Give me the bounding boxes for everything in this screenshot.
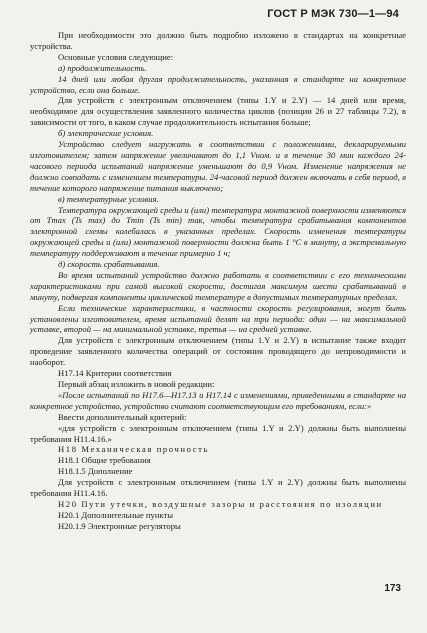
section-heading: Н20.1 Дополнительные пункты — [58, 509, 174, 520]
paragraph: Первый абзац изложить в новой редакции: — [58, 379, 215, 389]
paragraph: Для устройств с электронным отключением (типы 1.Y и 2.Y) — 14 дней или время, необходимое для осуществления заявленного количества циклов (позиции 26 и 27 таблицы 7.2), в зависимости от того, в каком случае продолжительность испытания больше; — [30, 95, 406, 128]
paragraph: 14 дней или любая другая продолжительность, указанная в стандарте на конкретное устройство, если она больше. — [30, 73, 406, 95]
paragraph: «для устройств с электронным отключением (типы 1.Y и 2.Y) должны быть выполнены требования Н11.4.16.» — [30, 422, 406, 444]
section-heading: Н17.14 Критерии соответствия — [58, 368, 172, 379]
document-body — [30, 30, 406, 532]
section-heading: Н20.1.9 Электронные регуляторы — [58, 520, 181, 531]
paragraph: б) электрические условия. — [58, 128, 154, 139]
paragraph: д) скорость срабатывания. — [58, 259, 160, 270]
section-heading: Н18.1 Общие требования — [58, 455, 151, 466]
paragraph: Основные условия следующие: — [58, 51, 174, 62]
document-header: ГОСТ Р МЭК 730—1—94 — [267, 8, 399, 20]
paragraph: Температура окружающей среды и (или) температура монтажной поверхности изменяются от Tmax (Ts max) до Tmin (Ts min) так, чтобы температура срабатывания компонентов электронной схемы колебалась в указанных пределах. Скорость изменения температуры окружающей среды и (или) монтажной поверхности должна быть 1 °С в минуту, а экстремальную температуру поддерживают в течение примерно 1 ч; — [30, 204, 406, 259]
paragraph: Для устройств с электронным отключением (типы 1.Y и 2.Y) в испытание также входит проведение заявленного количества операций от состояния проводящего до непроводимости и наоборот. — [30, 335, 406, 368]
paragraph: Ввести дополнительный критерий: — [58, 411, 187, 422]
section-heading: Н20 Пути утечки, воздушные зазоры и расстояния по изоляции — [58, 498, 383, 509]
paragraph: а) продолжительность. — [58, 62, 147, 73]
paragraph: «После испытаний по Н17.6—Н17.13 и Н17.14 с изменениями, приведенными в стандарте на конкретное устройство, устройство считают соответствующим его требованиям, если:» — [30, 389, 406, 411]
page-number: 173 — [384, 583, 401, 594]
section-heading: Н18.1.5 Дополнение — [58, 466, 133, 477]
section-heading: Н18 Механическая прочность — [58, 444, 209, 455]
paragraph: Во время испытаний устройство должно работать в соответствии с его техническими характеристиками при самой высокой скорости, достигая максимум шести срабатываний в минуту, подвергая компоненты циклической температуре в допустимых температурных пределах. — [30, 269, 406, 302]
paragraph: Устройство следует нагружать в соответствии с положениями, декларируемыми изготовителем; затем напряжение увеличивают до 1,1 Vном. и в течение 30 мин каждого 24-часового периода испытаний напряжение уменьшают до 0,9 Vном. Изменение напряжения не должно совпадать с изменением температуры. 24-часовой период должен включать в себя период, в течение которого напряжение питания выключено; — [30, 139, 406, 193]
paragraph: При необходимости это должно быть подробно изложено в стандартах на конкретные устройства. — [30, 30, 406, 51]
paragraph: Для устройств с электронным отключением (типы 1.Y и 2.Y) должны быть выполнены требования Н11.4.16. — [30, 477, 406, 499]
paragraph: в) температурные условия. — [58, 193, 159, 204]
paragraph: Если технические характеристики, в частности скорость регулирования, могут быть установлены изготовителем, время испытаний делят на три периода: один — на максимальной уставке, второй — на минимальной уставке, третья — на средней уставке. — [30, 302, 406, 335]
